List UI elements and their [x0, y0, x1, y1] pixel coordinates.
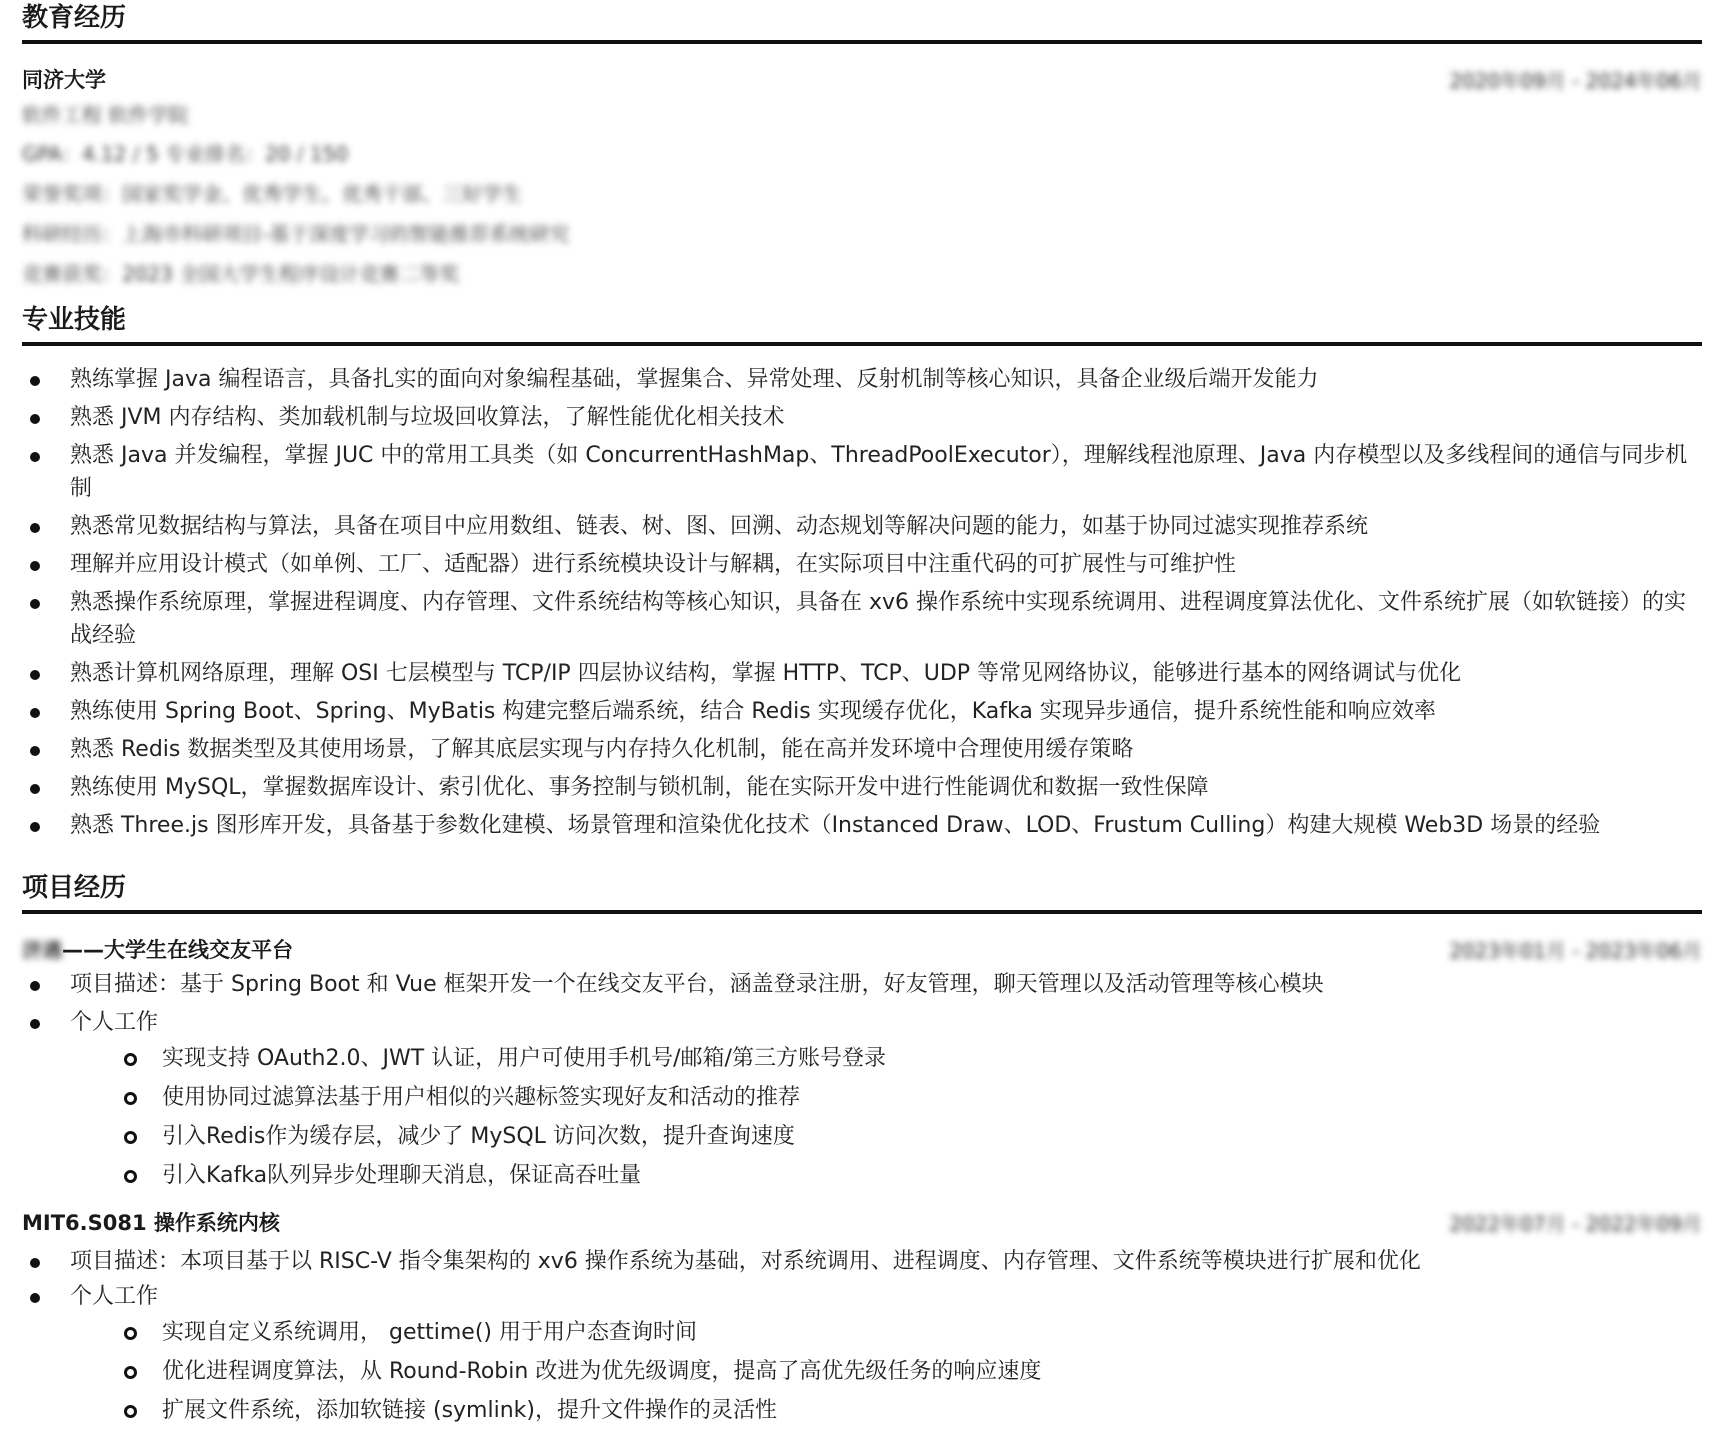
list-item: 实现自定义系统调用， gettime() 用于用户态查询时间: [70, 1313, 1702, 1352]
work-list: [70, 1039, 1702, 1195]
section-title-education: 教育经历: [22, 3, 127, 33]
circle-bullet-icon: [124, 1053, 137, 1066]
circle-bullet-icon: [124, 1131, 137, 1144]
bullet-icon: [30, 746, 40, 756]
list-item: 理解并应用设计模式（如单例、工厂、适配器）进行系统模块设计与解耦，在实际项目中注重代码的可扩展性与可维护性: [22, 548, 1702, 581]
bullet-icon: [30, 1258, 40, 1268]
section-divider: [22, 910, 1702, 914]
list-item: 熟悉操作系统原理，掌握进程调度、内存管理、文件系统结构等核心知识，具备在 xv6 操作系统中实现系统调用、进程调度算法优化、文件系统扩展（如软链接）的实战经验: [22, 586, 1702, 652]
education-gpa: GPA：4.12 / 5 专业排名：20 / 150: [22, 142, 349, 166]
list-item: 熟悉 Java 并发编程，掌握 JUC 中的常用工具类（如 ConcurrentHashMap、ThreadPoolExecutor），理解线程池原理、Java 内存模型以及多线程间的通信与同步机制: [22, 439, 1702, 505]
bullet-icon: [30, 561, 40, 571]
section-title-projects: 项目经历: [22, 873, 127, 903]
bullet-icon: [30, 599, 40, 609]
bullet-icon: [30, 452, 40, 462]
project-name: 济遇——大学生在线交友平台: [22, 938, 293, 962]
bullet-icon: [30, 981, 40, 991]
education-honors: 荣誉奖项：国家奖学金、优秀学生、优秀干部、三好学生: [22, 182, 522, 206]
list-item: 熟悉常见数据结构与算法，具备在项目中应用数组、链表、树、图、回溯、动态规划等解决问题的能力，如基于协同过滤实现推荐系统: [22, 510, 1702, 543]
bullet-icon: [30, 708, 40, 718]
education-date: 2020年09月 - 2024年06月: [1449, 68, 1702, 93]
list-item: 实现支持 OAuth2.0、JWT 认证，用户可使用手机号/邮箱/第三方账号登录: [70, 1039, 1702, 1078]
education-awards: 竞赛获奖：2023 全国大学生程序设计竞赛二等奖: [22, 262, 460, 286]
work-list: [70, 1313, 1702, 1430]
list-item: 熟悉计算机网络原理，理解 OSI 七层模型与 TCP/IP 四层协议结构，掌握 HTTP、TCP、UDP 等常见网络协议，能够进行基本的网络调试与优化: [22, 657, 1702, 690]
projects-section: [22, 870, 1702, 1430]
bullet-icon: [30, 1019, 40, 1029]
skills-section: [22, 302, 1702, 842]
project-details: [22, 968, 1702, 1195]
skills-list: [22, 363, 1702, 842]
list-item: 熟悉 Redis 数据类型及其使用场景，了解其底层实现与内存持久化机制，能在高并发环境中合理使用缓存策略: [22, 733, 1702, 766]
project-description: 项目描述：本项目基于以 RISC-V 指令集架构的 xv6 操作系统为基础，对系统调用、进程调度、内存管理、文件系统等模块进行扩展和优化: [22, 1245, 1702, 1278]
project-description: 项目描述：基于 Spring Boot 和 Vue 框架开发一个在线交友平台，涵盖登录注册，好友管理，聊天管理以及活动管理等核心模块: [22, 968, 1702, 1001]
section-divider: [22, 342, 1702, 346]
list-item: 熟练使用 MySQL，掌握数据库设计、索引优化、事务控制与锁机制，能在实际开发中进行性能调优和数据一致性保障: [22, 771, 1702, 804]
project-name: MIT6.S081 操作系统内核: [22, 1211, 280, 1235]
section-title-skills: 专业技能: [22, 305, 127, 335]
list-item: 熟悉 JVM 内存结构、类加载机制与垃圾回收算法，了解性能优化相关技术: [22, 401, 1702, 434]
circle-bullet-icon: [124, 1366, 137, 1379]
circle-bullet-icon: [124, 1092, 137, 1105]
section-divider: [22, 40, 1702, 44]
project-header: [22, 1205, 1702, 1239]
project-date: 2022年07月 - 2022年09月: [1449, 1211, 1702, 1236]
bullet-icon: [30, 414, 40, 424]
school-name: 同济大学: [22, 68, 106, 92]
list-item: 引入Kafka队列异步处理聊天消息，保证高吞吐量: [70, 1156, 1702, 1195]
circle-bullet-icon: [124, 1170, 137, 1183]
circle-bullet-icon: [124, 1327, 137, 1340]
project-date: 2023年01月 - 2023年06月: [1449, 938, 1702, 963]
list-item: 优化进程调度算法，从 Round-Robin 改进为优先级调度，提高了高优先级任务的响应速度: [70, 1352, 1702, 1391]
education-major: 软件工程 软件学院: [22, 103, 189, 127]
list-item: 引入Redis作为缓存层，减少了 MySQL 访问次数，提升查询速度: [70, 1117, 1702, 1156]
list-item: 使用协同过滤算法基于用户相似的兴趣标签实现好友和活动的推荐: [70, 1078, 1702, 1117]
bullet-icon: [30, 822, 40, 832]
list-item: 熟悉 Three.js 图形库开发，具备基于参数化建模、场景管理和渲染优化技术（Instanced Draw、LOD、Frustum Culling）构建大规模 Web3D 场景的经验: [22, 809, 1702, 842]
bullet-icon: [30, 784, 40, 794]
education-header: [22, 62, 1702, 96]
list-item: 扩展文件系统，添加软链接 (symlink)，提升文件操作的灵活性: [70, 1391, 1702, 1430]
list-item: 熟练掌握 Java 编程语言，具备扎实的面向对象编程基础，掌握集合、异常处理、反射机制等核心知识，具备企业级后端开发能力: [22, 363, 1702, 396]
education-section: [22, 0, 1702, 294]
bullet-icon: [30, 376, 40, 386]
bullet-icon: [30, 670, 40, 680]
bullet-icon: [30, 523, 40, 533]
project-details: [22, 1245, 1702, 1430]
project-work: 个人工作 实现自定义系统调用， gettime() 用于用户态查询时间 优化进程调度算法，从 Round-Robin 改进为优先级调度，提高了高优先级任务的响应速度 扩展文件系统，添加软链接 (symlink)，提升文件操作的灵活性: [22, 1280, 1702, 1430]
project-header: [22, 932, 1702, 966]
circle-bullet-icon: [124, 1405, 137, 1418]
project-work: 个人工作 实现支持 OAuth2.0、JWT 认证，用户可使用手机号/邮箱/第三方账号登录 使用协同过滤算法基于用户相似的兴趣标签实现好友和活动的推荐 引入Redis作为缓存层，减少了 MySQL 访问次数，提升查询速度 引入Kafka队列异步处理聊天消息，保证高吞吐量: [22, 1006, 1702, 1195]
list-item: 熟练使用 Spring Boot、Spring、MyBatis 构建完整后端系统，结合 Redis 实现缓存优化，Kafka 实现异步通信，提升系统性能和响应效率: [22, 695, 1702, 728]
bullet-icon: [30, 1293, 40, 1303]
education-research: 科研经历：上海市科研项目-基于深度学习的智能推荐系统研究: [22, 222, 570, 246]
